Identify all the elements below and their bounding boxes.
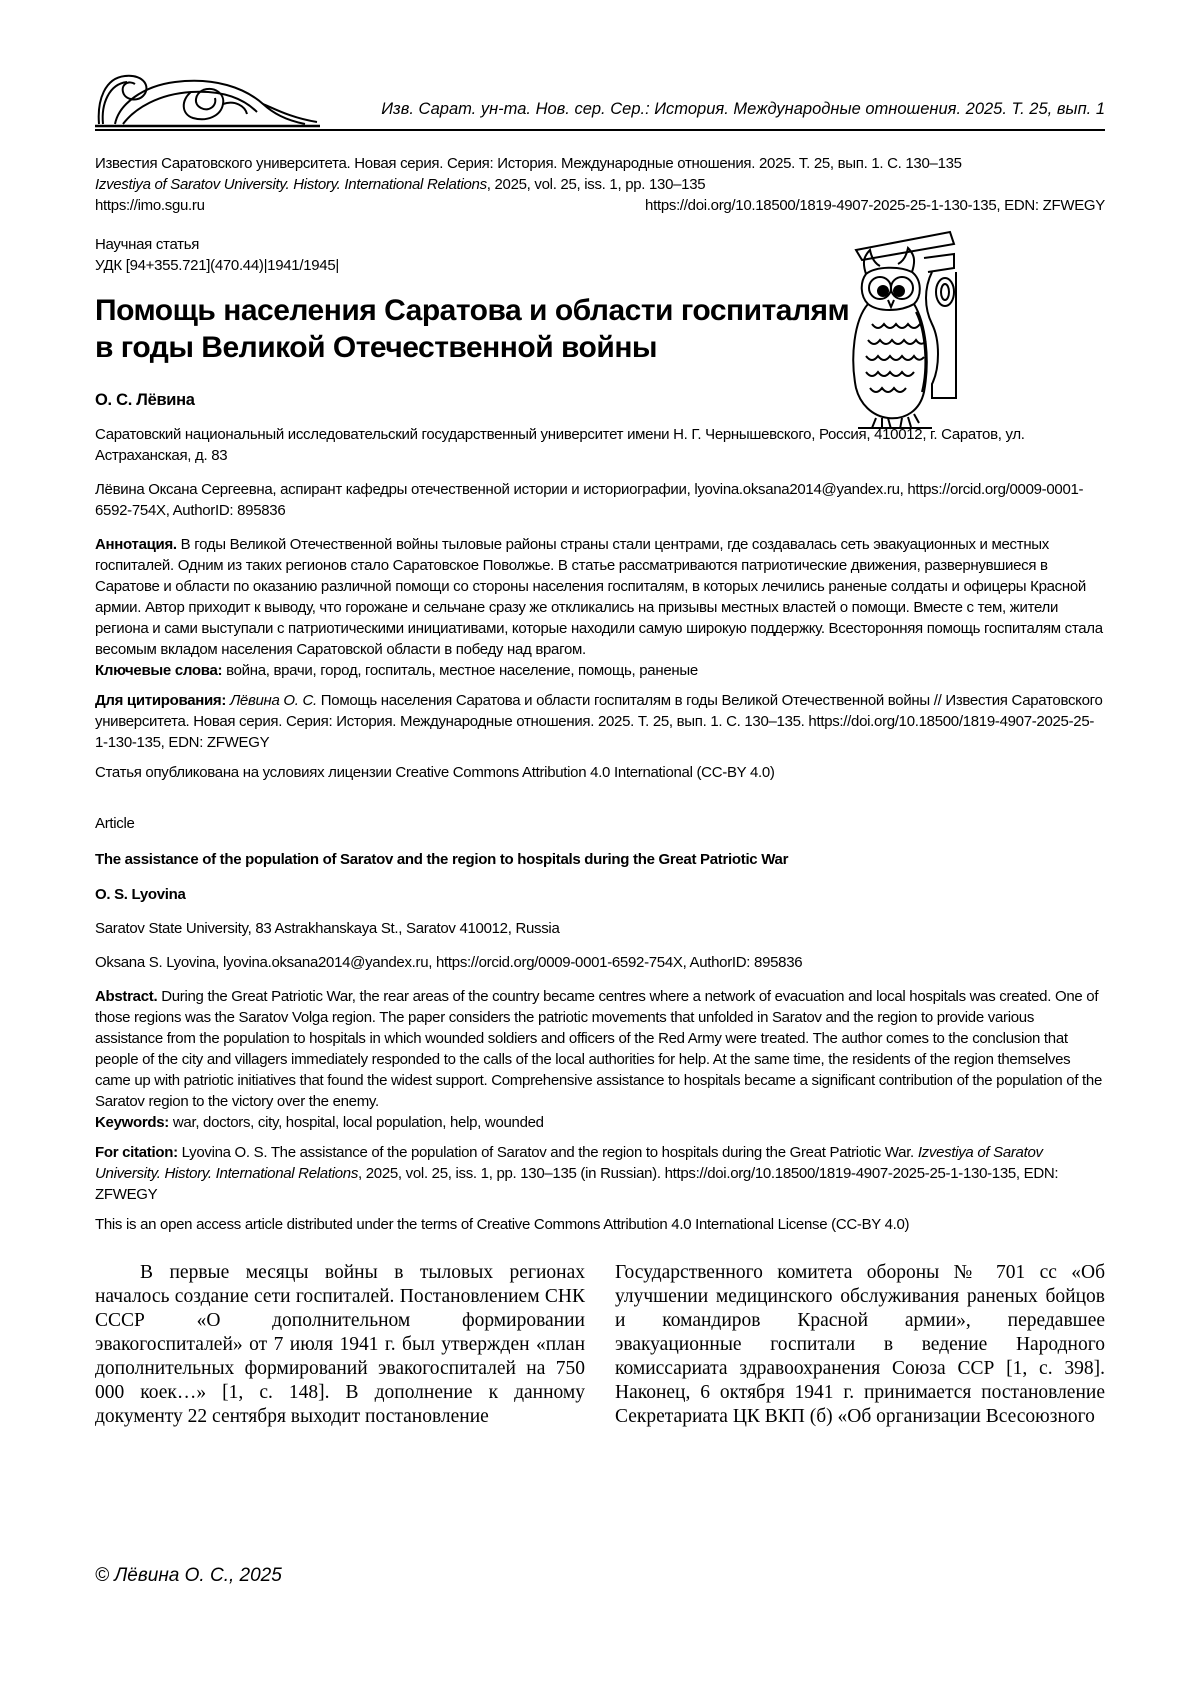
author-info-en: Oksana S. Lyovina, lyovina.oksana2014@yandex.ru, https://orcid.org/0009-0001-6592-754X, AuthorID: 895836: [95, 954, 803, 971]
body-left-column: [95, 1261, 585, 1429]
for-citation-ru: [95, 690, 1105, 753]
citation-label-ru: Для цитирования:: [95, 692, 227, 709]
citation-after-en: , 2025, vol. 25, iss. 1, pp. 130–135 (in Russian). https://doi.org/10.18500/1819-4907-2025-25-1-130-135, EDN: ZFWEGY: [95, 1165, 1059, 1203]
for-citation-en: [95, 1142, 1105, 1205]
journal-url: https://imo.sgu.ru: [95, 197, 205, 214]
open-access-note: This is an open access article distributed under the terms of Creative Commons Attribution 4.0 International License (CC-BY 4.0): [95, 1216, 910, 1233]
body-paragraph-right: Государственного комитета обороны № 701 сс «Об улучшении медицинского обслуживания раненых бойцов и командиров Красной армии», передавшее эвакуационные госпитали в ведение Народного комиссариата здравоохранения Союза ССР [1, с. 398]. Наконец, 6 октября 1941 г. принимается постановление Секретариата ЦК ВКП (б) «Об организации Всесоюзного: [615, 1262, 1105, 1427]
affiliation-ru: Саратовский национальный исследовательский государственный университет имени Н. Г. Чернышевского, Россия, 410012, г. Саратов, ул. Астраханская, д. 83: [95, 426, 1025, 464]
article-title-en: The assistance of the population of Saratov and the region to hospitals during the Great Patriotic War: [95, 851, 789, 868]
section-label-en: Article: [95, 815, 135, 832]
citation-text-ru: Помощь населения Саратова и области госпиталям в годы Великой Отечественной войны // Известия Саратовского университета. Новая серия. Серия: История. Международные отношения. 2025. Т. 25, вып. 1. С. 130–135. https://doi.org/10.18500/1819-4907-2025-25-1-130-135, EDN: ZFWEGY: [95, 692, 1103, 751]
en-citation-rest: , 2025, vol. 25, iss. 1, pp. 130–135: [486, 176, 706, 193]
doi-edn: https://doi.org/10.18500/1819-4907-2025-25-1-130-135, EDN: ZFWEGY: [645, 197, 1105, 214]
affiliation-en: Saratov State University, 83 Astrakhanskaya St., Saratov 410012, Russia: [95, 920, 560, 937]
abstract-en: [95, 986, 1105, 1133]
owl-illustration: [828, 228, 958, 433]
author-info-ru: Лёвина Оксана Сергеевна, аспирант кафедры отечественной истории и историографии, lyovina.oksana2014@yandex.ru, https://orcid.org/0009-0001-6592-754X, AuthorID: 895836: [95, 481, 1084, 519]
citation-journal-en: Izvestiya of Saratov University. History. International Relations: [95, 1144, 1043, 1182]
keywords-label-en: Keywords:: [95, 1114, 169, 1131]
article-type: Научная статья: [95, 236, 200, 253]
title-line-1: Помощь населения Саратова и области госпиталям: [95, 294, 850, 327]
title-line-2: в годы Великой Отечественной войны: [95, 331, 658, 364]
author-ru: О. С. Лёвина: [95, 391, 195, 409]
en-citation-line: [95, 174, 1105, 195]
ru-citation-line: Известия Саратовского университета. Новая серия. Серия: История. Международные отношения. 2025. Т. 25, вып. 1. С. 130–135: [95, 155, 962, 172]
citation-before-en: Lyovina O. S. The assistance of the population of Saratov and the region to hospitals during the Great Patriotic War.: [181, 1144, 914, 1161]
keywords-text-ru: война, врачи, город, госпиталь, местное население, помощь, раненые: [226, 662, 698, 679]
citation-author-ru: Лёвина О. С.: [229, 692, 317, 709]
links-row: [95, 195, 1105, 216]
body-right-column: [615, 1261, 1105, 1429]
copyright-line: © Лёвина О. С., 2025: [95, 1565, 282, 1586]
running-head: Изв. Сарат. ун-та. Нов. сер. Сер.: История. Международные отношения. 2025. Т. 25, вып. 1: [381, 100, 1105, 118]
udc-code: УДК [94+355.721](470.44)|1941/1945|: [95, 257, 339, 274]
page-header: [95, 70, 1105, 131]
license-ru: Статья опубликована на условиях лицензии Creative Commons Attribution 4.0 International (CC-BY 4.0): [95, 764, 775, 781]
abstract-label-ru: Аннотация.: [95, 536, 177, 553]
keywords-label-ru: Ключевые слова:: [95, 662, 223, 679]
header-ornament-icon: [95, 70, 320, 128]
citation-label-en: For citation:: [95, 1144, 178, 1161]
keywords-text-en: war, doctors, city, hospital, local population, help, wounded: [172, 1114, 544, 1131]
author-en: O. S. Lyovina: [95, 886, 186, 903]
article-body: [95, 1261, 1105, 1429]
en-citation-journal: Izvestiya of Saratov University. History. International Relations: [95, 176, 487, 193]
abstract-ru: [95, 534, 1105, 681]
abstract-text-en: During the Great Patriotic War, the rear areas of the country became centres where a network of evacuation and local hospitals was created. One of those regions was the Saratov Volga region. The paper considers the patriotic movements that unfolded in Saratov and the region to provide various assistance from the population to hospitals in which wounded soldiers and officers of the Red Army were treated. The author comes to the conclusion that people of the city and villagers immediately responded to the calls of the local authorities for help. At the same time, the residents of the region themselves came up with patriotic initiatives that found the widest support. Comprehensive assistance to hospitals became a significant contribution of the population of the Saratov region to the victory over the enemy.: [95, 988, 1103, 1110]
abstract-label-en: Abstract.: [95, 988, 158, 1005]
body-paragraph-left: В первые месяцы войны в тыловых регионах началось создание сети госпиталей. Постановлением СНК СССР «О дополнительном формировании эвакогоспиталей» от 7 июля 1941 г. был утвержден «план дополнительных формирований эвакогоспиталей на 750 000 коек…» [1, с. 148]. В дополнение к данному документу 22 сентября выходит постановление: [95, 1262, 585, 1427]
abstract-text-ru: В годы Великой Отечественной войны тыловые районы страны стали центрами, где создавалась сеть эвакуационных и местных госпиталей. Одним из таких регионов стало Саратовское Поволжье. В статье рассматриваются патриотические движения, развернувшиеся в Саратове и области по оказанию различной помощи со стороны населения госпиталям, в которых лечились раненые солдаты и офицеры Красной армии. Автор приходит к выводу, что горожане и сельчане сразу же откликались на призывы местных властей о помощи. Вместе с тем, жители региона и сами выступали с патриотическими инициативами, которые находили самую широкую поддержку. Всесторонняя помощь госпиталям стала весомым вкладом населения Саратовской области в победу над врагом.: [95, 536, 1103, 658]
